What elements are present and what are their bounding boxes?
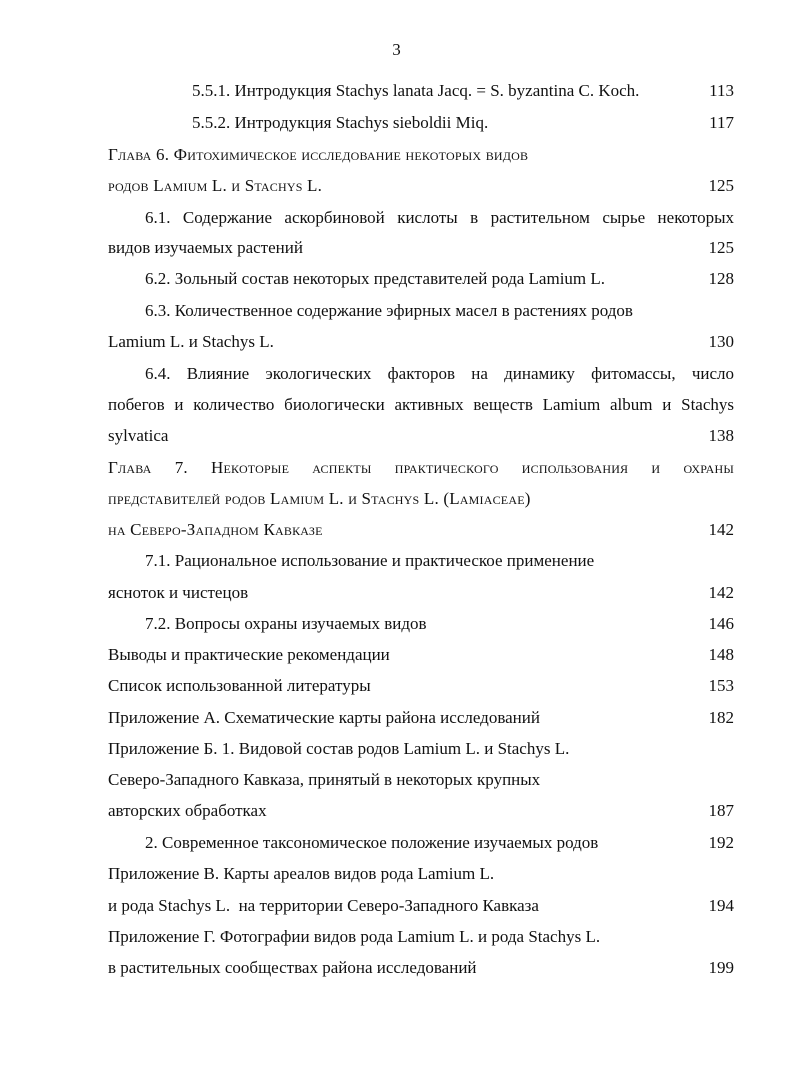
toc-entry <box>0 296 793 326</box>
toc-entry-text: sylvatica <box>108 426 169 445</box>
toc-chapter-heading <box>0 453 793 483</box>
toc-entry-page: 125 <box>708 176 734 195</box>
toc-entry <box>0 859 793 889</box>
toc-entry-page: 182 <box>708 708 734 727</box>
toc-entry-text: видов изучаемых растений <box>108 238 303 257</box>
toc-entry-text: родов Lamium L. и Stachys L. <box>108 176 323 195</box>
toc-entry-text: ясноток и чистецов <box>108 583 249 602</box>
toc-entry <box>0 891 793 921</box>
toc-entry <box>0 421 793 451</box>
toc-entry-page: 148 <box>708 645 734 664</box>
toc-entry-page: 130 <box>708 332 734 351</box>
toc-entry-page: 153 <box>708 676 734 695</box>
toc-entry-text: Глава 6. Фитохимическое исследование некоторых видов <box>108 145 529 164</box>
toc-entry-page: 125 <box>708 238 734 257</box>
toc-entry-text: 6.2. Зольный состав некоторых представителей рода Lamium L. <box>145 269 606 288</box>
toc-entry <box>0 264 793 294</box>
toc-entry-text: Северо-Западного Кавказа, принятый в некоторых крупных <box>108 770 541 789</box>
toc-entry <box>0 922 793 952</box>
toc-entry-page: 113 <box>709 81 734 100</box>
toc-entry-text: 5.5.2. Интродукция Stachys sieboldii Miq. <box>192 113 489 132</box>
toc-entry-text: побегов и количество биологически активных веществ Lamium album и Stachys <box>108 395 734 414</box>
toc-entry <box>0 734 793 764</box>
toc-entry-text: Список использованной литературы <box>108 676 371 695</box>
toc-entry-text: представителей родов Lamium L. и Stachys L. (Lamiaceae) <box>108 489 531 508</box>
toc-entry <box>0 609 793 639</box>
toc-entry <box>0 233 793 263</box>
toc-entry-text: Lamium L. и Stachys L. <box>108 332 274 351</box>
toc-entry <box>0 76 793 106</box>
toc-entry <box>0 203 793 233</box>
toc-entry-text: 7.2. Вопросы охраны изучаемых видов <box>145 614 427 633</box>
toc-entry <box>0 327 793 357</box>
toc-entry-text: 6.3. Количественное содержание эфирных масел в растениях родов <box>145 301 633 320</box>
toc-entry <box>0 796 793 826</box>
toc-entry-text: 2. Современное таксономическое положение изучаемых родов <box>145 833 599 852</box>
toc-entry <box>0 390 793 420</box>
toc-entry-text: Выводы и практические рекомендации <box>108 645 390 664</box>
toc-chapter-heading <box>0 171 793 201</box>
toc-entry-page: 192 <box>708 833 734 852</box>
toc-entry <box>0 640 793 670</box>
toc-entry-page: 138 <box>708 426 734 445</box>
toc-entry-page: 128 <box>708 269 734 288</box>
toc-entry-text: на Северо-Западном Кавказе <box>108 520 323 539</box>
toc-chapter-heading <box>0 140 793 170</box>
toc-entry-text: Глава 7. Некоторые аспекты практического использования и охраны <box>108 458 734 477</box>
page-number: 3 <box>392 40 401 59</box>
toc-entry-text: 6.1. Содержание аскорбиновой кислоты в растительном сырье некоторых <box>145 208 734 227</box>
toc-entry <box>0 359 793 389</box>
toc-entry <box>0 578 793 608</box>
toc-entry <box>0 108 793 138</box>
toc-entry-text: Приложение В. Карты ареалов видов рода Lamium L. <box>108 864 495 883</box>
toc-entry-text: Приложение Б. 1. Видовой состав родов Lamium L. и Stachys L. <box>108 739 570 758</box>
toc-entry-page: 142 <box>708 520 734 539</box>
toc-entry <box>0 671 793 701</box>
toc-entry-text: Приложение А. Схематические карты района исследований <box>108 708 540 727</box>
toc-entry-text: Приложение Г. Фотографии видов рода Lamium L. и рода Stachys L. <box>108 927 601 946</box>
toc-entry <box>0 546 793 576</box>
toc-entry-text: и рода Stachys L. на территории Северо-Западного Кавказа <box>108 896 539 915</box>
toc-entry-text: авторских обработках <box>108 801 267 820</box>
toc-chapter-heading <box>0 515 793 545</box>
toc-entry-page: 142 <box>708 583 734 602</box>
toc-entry-text: в растительных сообществах района исследований <box>108 958 477 977</box>
toc-entry <box>0 703 793 733</box>
toc-entry-page: 187 <box>708 801 734 820</box>
toc-entry <box>0 953 793 983</box>
toc-chapter-heading <box>0 484 793 514</box>
toc-entry-text: 6.4. Влияние экологических факторов на динамику фитомассы, число <box>145 364 734 383</box>
toc-entry-page: 146 <box>708 614 734 633</box>
toc-entry-page: 199 <box>708 958 734 977</box>
toc-entry <box>0 828 793 858</box>
toc-entry-text: 5.5.1. Интродукция Stachys lanata Jacq. = S. byzantina C. Koch. <box>192 81 640 100</box>
toc-entry-page: 194 <box>708 896 734 915</box>
toc-entry-text: 7.1. Рациональное использование и практическое применение <box>145 551 595 570</box>
toc-entry <box>0 765 793 795</box>
toc-entry-page: 117 <box>709 113 734 132</box>
